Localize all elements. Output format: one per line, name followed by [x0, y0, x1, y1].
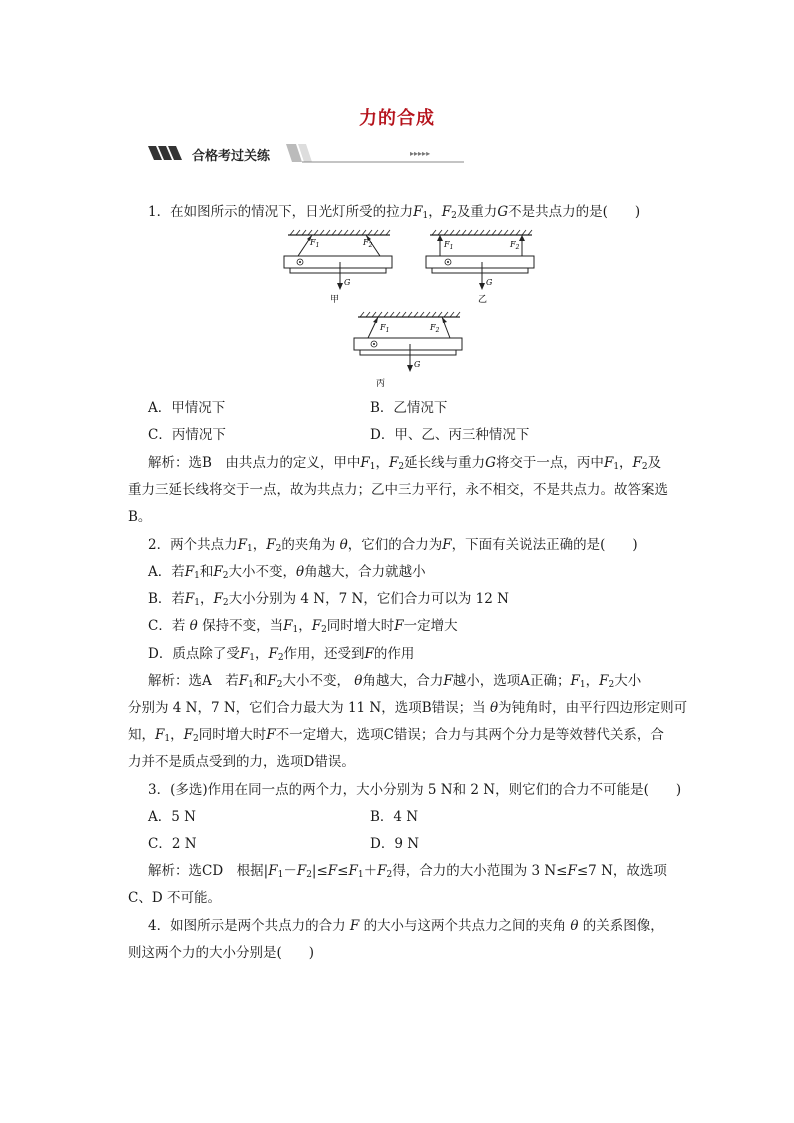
q4-stem-line2: 则这两个力的大小分别是( ): [128, 945, 315, 961]
q2-analysis-line1: 解析：选A 若$F_1$和$F_2$大小不变， θ角越大，合力F越小，选项A正确；$F_1$，$F_2$大小: [148, 673, 642, 690]
figure-yi: [422, 228, 540, 306]
q2-analysis-line4: 力并不是质点受到的力，选项D错误。: [128, 754, 355, 770]
q3-option-b[interactable]: B．4 N: [370, 809, 419, 825]
svg-text:F2: $F_2$: [430, 323, 440, 334]
q2-option-d[interactable]: D．质点除了受$F_1$，$F_2$作用，还受到F的作用: [148, 646, 415, 663]
q3-stem: 3．(多选)作用在同一点的两个力，大小分别为 5 N和 2 N，则它们的合力不可能是( ): [148, 782, 682, 798]
q2-analysis-line3: 知，$F_1$，$F_2$同时增大时F不一定增大，选项C错误；合力与其两个分力是等效替代关系，合: [128, 727, 664, 744]
q1-option-c[interactable]: C．丙情况下: [148, 427, 226, 443]
q4-stem-line1: 4．如图所示是两个共点力的合力 F 的大小与这两个共点力之间的夹角 θ 的关系图像，: [148, 918, 664, 934]
q3-analysis-line1: 解析：选CD 根据$|F_1-F_2|\le F\le F_1+F_2$得，合力的大小范围为 3 N≤F≤7 N，故选项: [148, 863, 667, 880]
svg-text:F1: $F_1$: [380, 323, 390, 334]
svg-text:甲: 甲: [330, 295, 340, 305]
q1-analysis-line1: 解析：选B 由共点力的定义，甲中$F_1$，$F_2$延长线与重力G将交于一点，丙中$F_1$，$F_2$及: [148, 455, 662, 472]
svg-text:G: G: [414, 360, 421, 369]
q1-analysis-line2: 重力三延长线将交于一点，故为共点力；乙中三力平行，永不相交，不是共点力。故答案选: [128, 482, 668, 498]
svg-text:F1: $F_1$: [444, 240, 454, 251]
section-label: 合格考过关练: [192, 149, 271, 164]
q3-option-c[interactable]: C．2 N: [148, 836, 197, 852]
q2-option-a[interactable]: A．若$F_1$和$F_2$大小不变，θ角越大，合力就越小: [148, 564, 426, 581]
q2-option-c[interactable]: C．若 θ 保持不变，当$F_1$，$F_2$同时增大时F一定增大: [148, 618, 458, 635]
figure-jia: [280, 228, 398, 306]
q2-option-b[interactable]: B．若$F_1$，$F_2$大小分别为 4 N，7 N，它们合力可以为 12 N: [148, 591, 509, 608]
q1-option-b[interactable]: B．乙情况下: [370, 400, 448, 416]
q3-option-d[interactable]: D．9 N: [370, 836, 420, 852]
svg-text:G: G: [344, 278, 351, 287]
banner-arrows-icon: ▸▸▸▸▸: [410, 149, 431, 158]
svg-text:丙: 丙: [376, 379, 386, 389]
q3-option-a[interactable]: A．5 N: [148, 809, 196, 825]
svg-text:F1: $F_1$: [310, 238, 320, 249]
banner-stripes-icon: [148, 146, 182, 160]
svg-text:F2: $F_2$: [363, 238, 373, 249]
figure-bing: [350, 310, 468, 390]
q2-stem: 2．两个共点力$F_1$，$F_2$的夹角为 θ，它们的合力为F，下面有关说法正确的是( ): [148, 537, 638, 554]
svg-text:F2: $F_2$: [510, 240, 520, 251]
q1-analysis-line3: B。: [128, 509, 152, 525]
svg-text:G: G: [486, 278, 493, 287]
q3-analysis-line2: C、D 不可能。: [128, 890, 221, 906]
q1-stem: 1．在如图所示的情况下，日光灯所受的拉力$F_1$，$F_2$及重力G不是共点力的是( ): [148, 204, 641, 221]
q1-option-a[interactable]: A．甲情况下: [148, 400, 226, 416]
q1-option-d[interactable]: D．甲、乙、丙三种情况下: [370, 427, 530, 443]
page-title: 力的合成: [359, 108, 435, 129]
q2-analysis-line2: 分别为 4 N，7 N，它们合力最大为 11 N，选项B错误；当 θ为钝角时，由平行四边形定则可: [128, 700, 688, 716]
svg-text:乙: 乙: [478, 295, 488, 305]
